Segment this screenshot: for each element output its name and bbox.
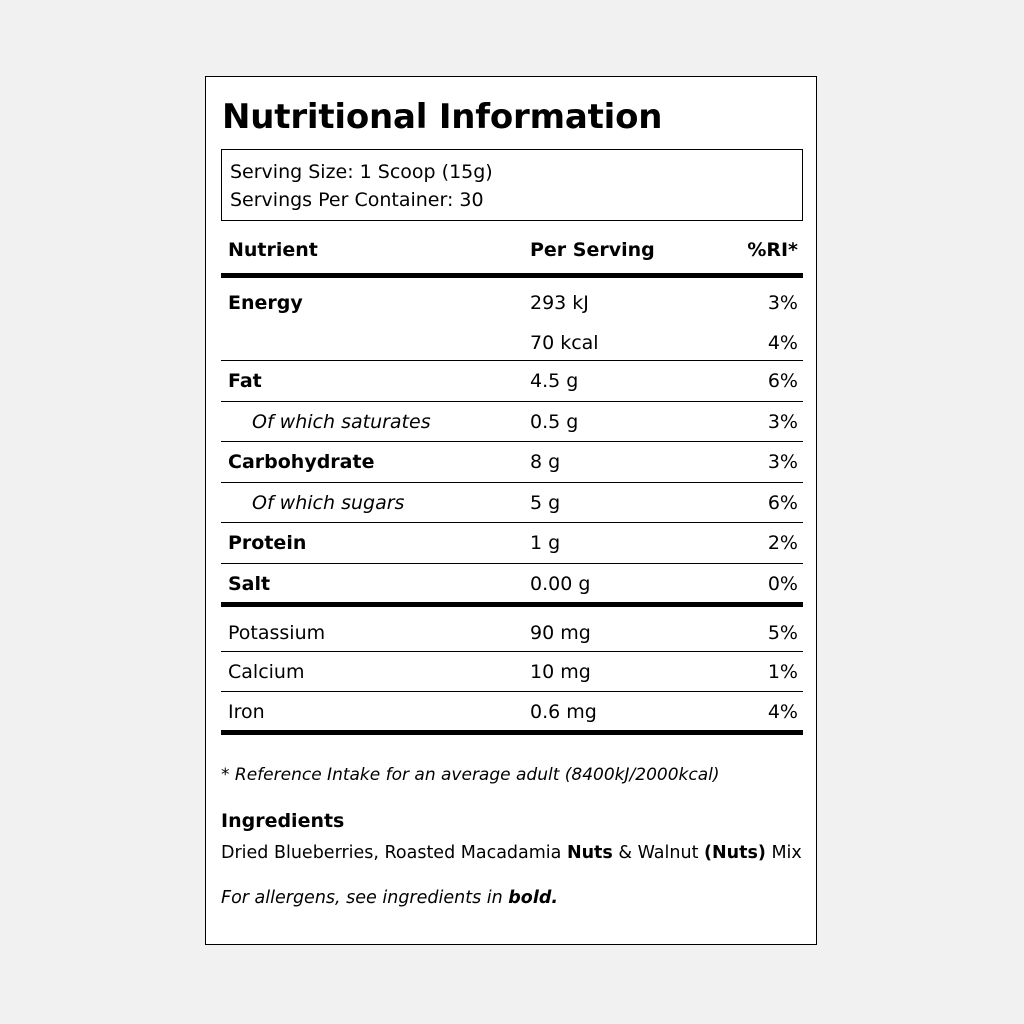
ri-value: 5% [767, 621, 798, 644]
per-serving-value: 8 g [530, 451, 561, 473]
table-row [221, 652, 803, 693]
ingredients-list [221, 843, 802, 863]
per-serving-value: 4.5 g [530, 370, 579, 392]
allergen-text: Nuts [566, 843, 613, 863]
nutrient-name: Salt [228, 572, 271, 595]
nutrient-name: Energy [228, 292, 303, 314]
allergen-note [221, 888, 558, 908]
ri-value: 2% [767, 532, 798, 554]
page-title: Nutritional Information [222, 97, 663, 137]
nutrient-name: Of which sugars [252, 491, 405, 514]
table-row [221, 442, 803, 483]
ri-value: 6% [767, 370, 798, 392]
ri-value: 1% [767, 660, 798, 683]
ingredients-text: Dried Blueberries, Roasted Macadamia [221, 843, 567, 863]
nutrition-label [205, 76, 817, 945]
header-per-serving: Per Serving [530, 239, 655, 261]
ri-value: 4% [767, 332, 798, 354]
reference-intake-footnote: * Reference Intake for an average adult (8400kJ/2000kcal) [221, 765, 720, 785]
ri-value: 4% [767, 701, 798, 723]
ri-value: 3% [767, 292, 798, 314]
ingredients-text: Mix [765, 843, 802, 863]
header-nutrient: Nutrient [228, 239, 318, 261]
table-row [221, 564, 803, 607]
table-row [221, 402, 803, 443]
table-row [221, 278, 803, 321]
ri-value: 6% [767, 491, 798, 514]
serving-size: Serving Size: 1 Scoop (15g) [230, 161, 493, 183]
per-serving-value: 0.5 g [530, 410, 579, 433]
per-serving-value: 70 kcal [530, 332, 599, 354]
nutrient-name: Calcium [228, 660, 305, 683]
per-serving-value: 90 mg [530, 621, 591, 644]
nutrient-name: Fat [228, 370, 262, 392]
ingredients-heading: Ingredients [221, 810, 345, 832]
nutrient-name: Carbohydrate [228, 451, 375, 473]
per-serving-value: 0.6 mg [530, 701, 597, 723]
per-serving-value: 1 g [530, 532, 561, 554]
nutrient-name: Iron [228, 701, 265, 723]
table-row [221, 523, 803, 564]
table-row [221, 692, 803, 735]
per-serving-value: 293 kJ [530, 292, 589, 314]
nutrient-name: Potassium [228, 621, 326, 644]
ri-value: 0% [767, 572, 798, 595]
per-serving-value: 5 g [530, 491, 561, 514]
nutrition-table [221, 235, 803, 735]
table-row [221, 361, 803, 402]
header-ri: %RI* [747, 239, 798, 261]
allergen-note-bold: bold. [508, 888, 559, 908]
table-row [221, 483, 803, 524]
table-row [221, 321, 803, 361]
ri-value: 3% [767, 451, 798, 473]
per-serving-value: 10 mg [530, 660, 591, 683]
per-serving-value: 0.00 g [530, 572, 591, 595]
allergen-note-text: For allergens, see ingredients in [221, 888, 509, 908]
nutrient-name: Protein [228, 532, 307, 554]
ingredients-text: & Walnut [612, 843, 704, 863]
nutrient-name: Of which saturates [252, 410, 431, 433]
serving-info-box [221, 149, 803, 221]
servings-per-container: Servings Per Container: 30 [230, 189, 484, 211]
ri-value: 3% [767, 410, 798, 433]
table-header [221, 235, 803, 278]
allergen-text: (Nuts) [704, 843, 766, 863]
table-row [221, 607, 803, 652]
